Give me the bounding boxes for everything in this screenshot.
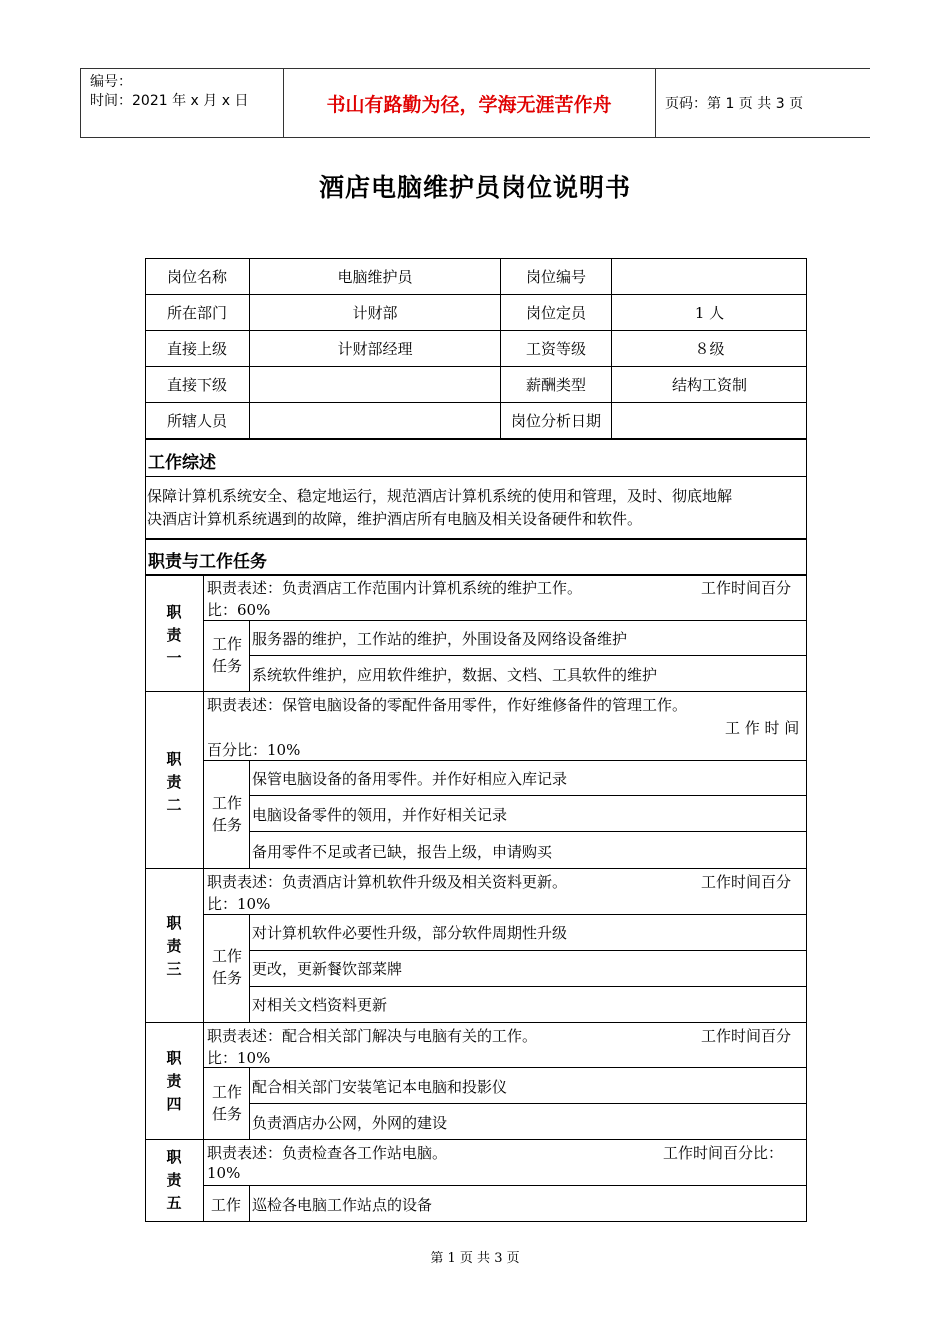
duty-5-pct-value: 10% — [207, 1164, 241, 1182]
value-analysis-date — [612, 402, 807, 438]
duty-5-task-1: 巡检各电脑工作站点的设备 — [252, 1196, 433, 1214]
job-description-form — [145, 258, 807, 1222]
value-department: 计财部 — [352, 303, 398, 322]
page-header — [80, 68, 870, 138]
duties-heading: 职责与工作任务 — [148, 552, 267, 572]
duty-2-task-1: 保管电脑设备的备用零件。并作好相应入库记录 — [252, 770, 568, 788]
duty-2-task-3: 备用零件不足或者已缺，报告上级，申请购买 — [252, 843, 553, 861]
label-headcount: 岗位定员 — [525, 303, 586, 322]
label-direct-subordinate: 直接下级 — [166, 375, 227, 394]
doc-number-label: 编号： — [90, 74, 132, 90]
duty-5-label: 职 责 五 — [166, 1148, 182, 1212]
duty-4-task-label: 工作 任务 — [211, 1083, 242, 1123]
label-pay-type: 薪酬类型 — [525, 375, 586, 394]
duty-1-pct-value: 比：60% — [207, 601, 271, 619]
duty-3-task-2: 更改，更新餐饮部菜牌 — [252, 960, 403, 978]
duty-3-task-1: 对计算机软件必要性升级，部分软件周期性升级 — [252, 924, 568, 942]
label-position-name: 岗位名称 — [166, 267, 227, 286]
duty-3-task-3: 对相关文档资料更新 — [252, 996, 388, 1014]
value-salary-grade: ８级 — [694, 339, 725, 358]
header-motto: 书山有路勤为径，学海无涯苦作舟 — [326, 93, 612, 116]
header-meta — [90, 73, 248, 111]
duty-3-pct-value: 比：10% — [207, 895, 271, 913]
duty-5-task-label: 工作 — [211, 1196, 242, 1214]
duty-2-pct-label: 工 作 时 间 — [725, 719, 800, 737]
value-direct-subordinate — [250, 366, 500, 402]
label-direct-superior: 直接上级 — [166, 339, 227, 358]
duty-4-desc: 职责表述：配合相关部门解决与电脑有关的工作。 — [207, 1027, 538, 1045]
duty-1-label: 职 责 一 — [166, 603, 182, 667]
summary-line-1: 保障计算机系统安全、稳定地运行，规范酒店计算机系统的使用和管理，及时、彻底地解 — [147, 487, 733, 505]
summary-heading: 工作综述 — [148, 453, 216, 473]
duty-4-pct-label: 工作时间百分 — [701, 1027, 792, 1045]
label-analysis-date: 岗位分析日期 — [510, 411, 601, 430]
value-headcount: 1 人 — [694, 303, 725, 322]
duty-4-label: 职 责 四 — [166, 1049, 182, 1113]
duty-1-task-2: 系统软件维护，应用软件维护，数据、文档、工具软件的维护 — [252, 666, 658, 684]
duty-2-pct-value: 百分比：10% — [207, 741, 301, 759]
duty-4-task-2: 负责酒店办公网，外网的建设 — [252, 1114, 448, 1132]
duty-3-label: 职 责 三 — [166, 914, 182, 978]
label-salary-grade: 工资等级 — [525, 339, 586, 358]
value-position-code — [612, 258, 807, 294]
duty-5-desc: 职责表述：负责检查各工作站电脑。 — [207, 1144, 448, 1162]
value-staff — [250, 402, 500, 438]
label-department: 所在部门 — [166, 303, 227, 322]
duty-1-desc: 职责表述：负责酒店工作范围内计算机系统的维护工作。 — [207, 579, 583, 597]
duty-1-pct-label: 工作时间百分 — [701, 579, 792, 597]
summary-line-2: 决酒店计算机系统遇到的故障，维护酒店所有电脑及相关设备硬件和软件。 — [147, 510, 643, 528]
header-page-label: 页码：第 1 页 共 3 页 — [665, 96, 804, 112]
duty-3-task-label: 工作 任务 — [211, 947, 242, 987]
duty-2-task-label: 工作 任务 — [211, 794, 242, 834]
duty-1-task-1: 服务器的维护，工作站的维护，外围设备及网络设备维护 — [252, 630, 628, 648]
duty-2-desc: 职责表述：保管电脑设备的零配件备用零件，作好维修备件的管理工作。 — [207, 696, 688, 714]
value-direct-superior: 计财部经理 — [337, 339, 413, 358]
label-position-code: 岗位编号 — [525, 267, 586, 286]
duty-2-task-2: 电脑设备零件的领用，并作好相关记录 — [252, 806, 508, 824]
value-position-name: 电脑维护员 — [337, 267, 413, 286]
duty-2-label: 职 责 二 — [166, 750, 182, 814]
duty-3-desc: 职责表述：负责酒店计算机软件升级及相关资料更新。 — [207, 873, 568, 891]
duty-5-pct-label: 工作时间百分比： — [663, 1144, 784, 1162]
document-title: 酒店电脑维护员岗位说明书 — [318, 173, 631, 202]
duty-3-pct-label: 工作时间百分 — [701, 873, 792, 891]
duty-1-task-label: 工作 任务 — [211, 635, 242, 675]
duty-4-pct-value: 比：10% — [207, 1049, 271, 1067]
label-staff: 所辖人员 — [166, 411, 227, 430]
doc-time-label: 时间：2021 年 x 月 x 日 — [90, 93, 249, 109]
duty-4-task-1: 配合相关部门安装笔记本电脑和投影仪 — [252, 1078, 508, 1096]
value-pay-type: 结构工资制 — [671, 375, 747, 394]
page-footer: 第 1 页 共 3 页 — [430, 1251, 520, 1266]
